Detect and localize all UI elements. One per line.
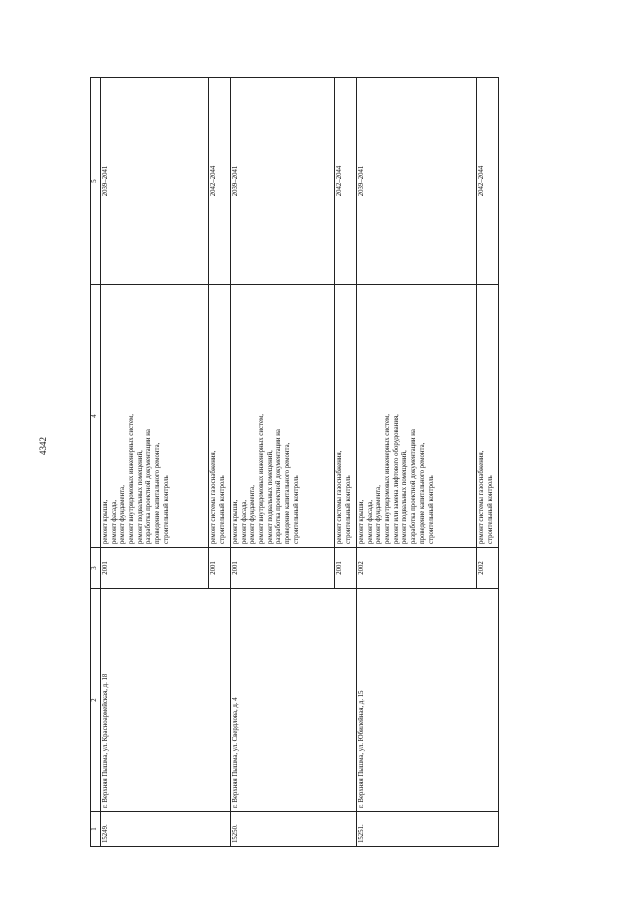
work-item: строительный контроль (344, 475, 352, 544)
work-item: ремонт внутридомовых инженерных систем, (384, 414, 392, 544)
row-period: 2042–2044 (477, 78, 499, 285)
row-works (477, 285, 499, 548)
header-cell: 5 (91, 78, 101, 285)
work-item: ремонт подвальных помещений, (401, 450, 409, 544)
work-item: проведение капитального ремонта, (154, 442, 162, 544)
work-item: разработка проектной документации на (145, 429, 153, 544)
work-item: строительный контроль (162, 475, 170, 544)
row-works (335, 285, 357, 548)
work-item: ремонт внутридомовых инженерных систем, (128, 414, 136, 544)
row-year: 2001 (231, 548, 335, 589)
work-item: строительный контроль (218, 475, 226, 544)
row-period: 2039–2041 (231, 78, 335, 285)
work-item: ремонт фасада, (110, 499, 118, 544)
work-item: ремонт подвальных помещений, (136, 450, 144, 544)
row-number: 15249. (101, 812, 231, 847)
work-item: ремонт крыши, (102, 499, 109, 544)
work-item: ремонт или замена лифтового оборудования, (392, 414, 400, 544)
work-item: строительный контроль (292, 475, 300, 544)
row-period: 2039–2041 (357, 78, 477, 285)
work-item: ремонт фундамента, (249, 485, 257, 544)
header-cell: 2 (91, 589, 101, 812)
row-address: г. Верхняя Пышма, ул. Юбилейная, д. 15 (357, 589, 499, 812)
row-works (101, 285, 209, 548)
row-period: 2042–2044 (209, 78, 231, 285)
work-item: ремонт крыши, (232, 499, 239, 544)
work-item: проведение капитального ремонта, (284, 442, 292, 544)
row-year: 2002 (477, 548, 499, 589)
row-works (209, 285, 231, 548)
work-item: разработка проектной документации на (410, 429, 418, 544)
capital-repair-table (90, 77, 499, 847)
work-item: ремонт системы газоснабжения, (336, 450, 343, 544)
row-works (357, 285, 477, 548)
work-item: ремонт фундамента, (119, 485, 127, 544)
table-row (101, 78, 209, 847)
table-row (357, 78, 477, 847)
row-period: 2039–2041 (101, 78, 209, 285)
table-row (231, 78, 335, 847)
header-cell: 1 (91, 812, 101, 847)
header-row (91, 78, 101, 847)
row-year: 2001 (335, 548, 357, 589)
work-item: разработка проектной документации на (275, 429, 283, 544)
row-year: 2002 (357, 548, 477, 589)
row-period: 2042–2044 (335, 78, 357, 285)
work-item: ремонт подвальных помещений, (266, 450, 274, 544)
work-item: строительный контроль (486, 475, 494, 544)
row-year: 2001 (101, 548, 209, 589)
row-works (231, 285, 335, 548)
work-item: проведение капитального ремонта, (418, 442, 426, 544)
work-item: ремонт фундамента, (375, 485, 383, 544)
work-item: ремонт внутридомовых инженерных систем, (258, 414, 266, 544)
row-number: 15250. (231, 812, 357, 847)
work-item: ремонт крыши, (358, 499, 365, 544)
register-sheet (90, 77, 496, 847)
work-item: ремонт фасада, (240, 499, 248, 544)
header-cell: 4 (91, 285, 101, 548)
header-cell: 3 (91, 548, 101, 589)
row-year: 2001 (209, 548, 231, 589)
work-item: ремонт фасада, (366, 499, 374, 544)
work-item: строительный контроль (427, 475, 435, 544)
work-item: ремонт системы газоснабжения, (478, 450, 485, 544)
row-address: г. Верхняя Пышма, ул. Красноармейская, д. 18 (101, 589, 231, 812)
row-address: г. Верхняя Пышма, ул. Свердлова, д. 4 (231, 589, 357, 812)
work-item: ремонт системы газоснабжения, (210, 450, 217, 544)
page-number: 4342 (38, 437, 48, 455)
row-number: 15251. (357, 812, 499, 847)
